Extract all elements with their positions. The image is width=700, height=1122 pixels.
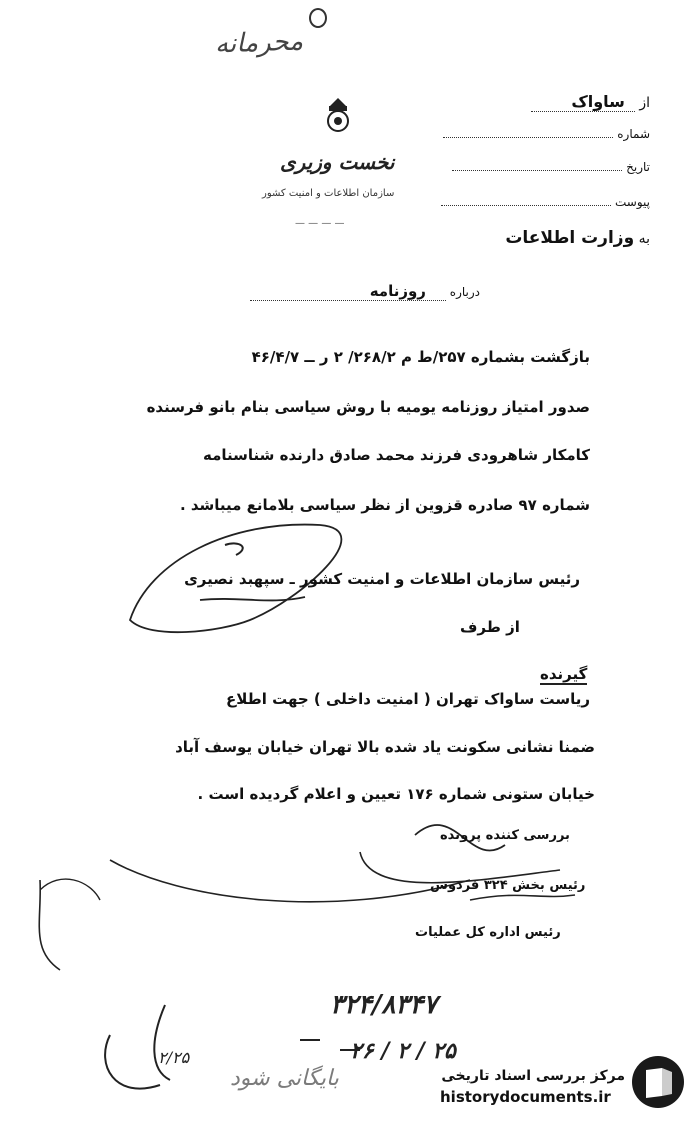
attachment-label: پیوست (615, 195, 650, 209)
watermark-logo-icon (632, 1056, 684, 1108)
attachment-value (441, 205, 611, 206)
letterhead-ministry: نخست وزیری (280, 150, 395, 174)
watermark-url: historydocuments.ir (440, 1088, 611, 1106)
recipient-line-3: خیابان ستونی شماره ۱۷۶ تعیین و اعلام گردیده است . (197, 785, 595, 803)
recipient-line-2: ضمنا نشانی سکونت یاد شده بالا تهران خیابان یوسف آباد (175, 738, 595, 756)
field-to (400, 228, 650, 248)
reviewer-label: بررسی کننده پرونده (440, 828, 570, 843)
date-value (452, 170, 622, 171)
subject-value: روزنامه (250, 282, 446, 301)
signatory-title: رئیس سازمان اطلاعات و امنیت کشور ـ سپهبد نصیری (184, 570, 580, 588)
section-head-label: رئیس بخش ۳۲۴ فردوس (430, 878, 586, 893)
letterhead-org: سازمان اطلاعات و امنیت کشور (262, 188, 395, 199)
recipient-line-1: ریاست ساواک تهران ( امنیت داخلی ) جهت اطلاع (225, 690, 590, 708)
crown-lion-sun-emblem-icon (318, 96, 358, 136)
field-subject (180, 282, 480, 300)
on-behalf-label: از طرف (460, 618, 520, 636)
watermark-name: مرکز بررسی اسناد تاریخی (441, 1068, 625, 1084)
recipient-label: گیرنده (540, 665, 588, 683)
from-value: ساواک (531, 92, 635, 112)
to-value: وزارت اطلاعات (505, 228, 635, 248)
field-attachment (400, 195, 650, 209)
body-line-1: بازگشت بشماره ۲۵۷/ط م ۲۶۸/۲/ ۲ ر ــ ۴۶/۴/۷ (251, 348, 590, 366)
handwritten-date: ۲۵ / ۲ / ۲۶ (350, 1038, 456, 1064)
from-label: از (639, 95, 650, 111)
ops-head-label: رئیس اداره کل عملیات (415, 925, 561, 940)
field-number (400, 127, 650, 141)
handwritten-note: ۲/۲۵ (158, 1048, 190, 1067)
subject-label: درباره (449, 285, 480, 299)
field-from (400, 92, 650, 111)
letterhead-underline: — — — — (295, 218, 345, 229)
confidential-stamp: محرمانه (214, 26, 304, 60)
date-label: تاریخ (626, 160, 650, 174)
to-label: به (638, 231, 650, 247)
handwritten-number: ۳۲۴/۸۳۴۷ (330, 990, 438, 1020)
body-line-3: کامکار شاهرودی فرزند محمد صادق دارنده شناسنامه (202, 446, 590, 464)
body-line-2: صدور امتیاز روزنامه یومیه با روش سیاسی بنام بانو فرسنده (146, 398, 590, 416)
archive-stamp: بایگانی شود (230, 1066, 339, 1091)
stamp-circle-icon (309, 8, 327, 28)
number-value (443, 137, 613, 138)
number-label: شماره (617, 127, 650, 141)
field-date (400, 160, 650, 174)
body-line-4: شماره ۹۷ صادره قزوین از نظر سیاسی بلامانع میباشد . (179, 496, 590, 514)
